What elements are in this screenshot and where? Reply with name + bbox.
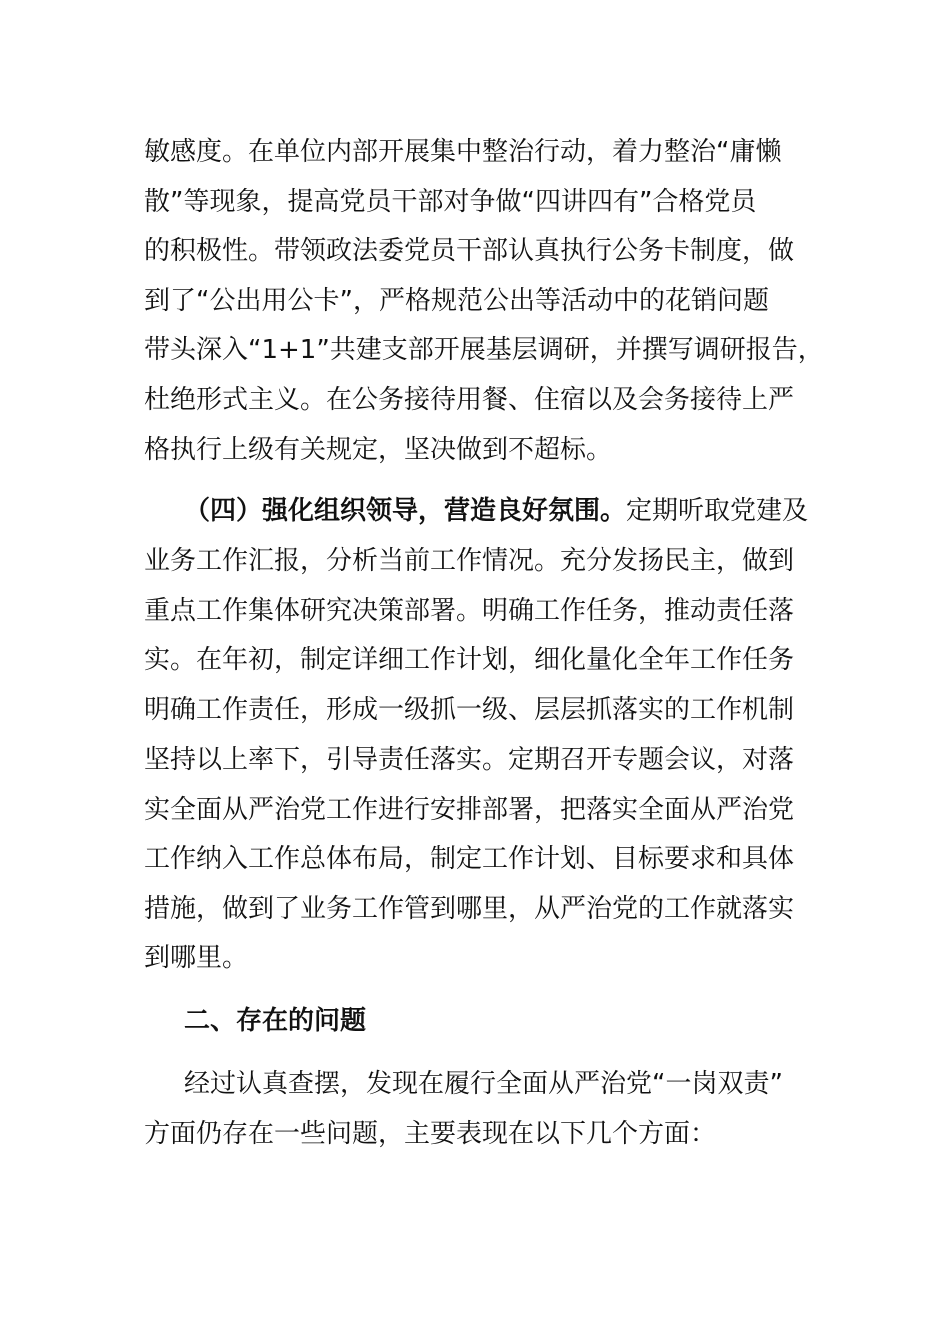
paragraph-first-line [184,493,808,529]
paragraph-line: 重点工作集体研究决策部署。明确工作任务，推动责任落 [144,596,795,626]
paragraph-line: 的积极性。带领政法委党员干部认真执行公务卡制度，做 [144,236,795,266]
section-heading: 二、存在的问题 [184,1006,367,1036]
paragraph-line: 实全面从严治党工作进行安排部署，把落实全面从严治党 [144,795,795,825]
paragraph-line: 散”等现象，提高党员干部对争做“四讲四有”合格党员 [144,187,757,217]
paragraph-line: 格执行上级有关规定，坚决做到不超标。 [144,435,613,465]
paragraph-line: 明确工作责任，形成一级抓一级、层层抓落实的工作机制 [144,695,795,725]
subsection-heading: （四）强化组织领导，营造良好氛围。 [184,496,627,526]
paragraph-line: 措施，做到了业务工作管到哪里，从严治党的工作就落实 [144,894,795,924]
paragraph-line: 方面仍存在一些问题，主要表现在以下几个方面： [144,1119,717,1149]
paragraph-line: 工作纳入工作总体布局，制定工作计划、目标要求和具体 [144,844,795,874]
paragraph-text: 定期听取党建及 [626,496,809,526]
paragraph-line: 经过认真查摆，发现在履行全面从严治党“一岗双责” [184,1069,783,1099]
paragraph-line: 杜绝形式主义。在公务接待用餐、住宿以及会务接待上严 [144,385,795,415]
paragraph-line: 到了“公出用公卡”，严格规范公出等活动中的花销问题 [144,286,769,316]
paragraph-line: 带头深入“1+1”共建支部开展基层调研，并撰写调研报告， [144,335,824,365]
paragraph-line: 实。在年初，制定详细工作计划，细化量化全年工作任务 [144,645,795,675]
paragraph-line: 到哪里。 [144,943,249,973]
paragraph-line: 敏感度。在单位内部开展集中整治行动，着力整治“庸懒 [144,137,782,167]
paragraph-line: 坚持以上率下，引导责任落实。定期召开专题会议，对落 [144,745,795,775]
paragraph-line: 业务工作汇报，分析当前工作情况。充分发扬民主，做到 [144,546,795,576]
